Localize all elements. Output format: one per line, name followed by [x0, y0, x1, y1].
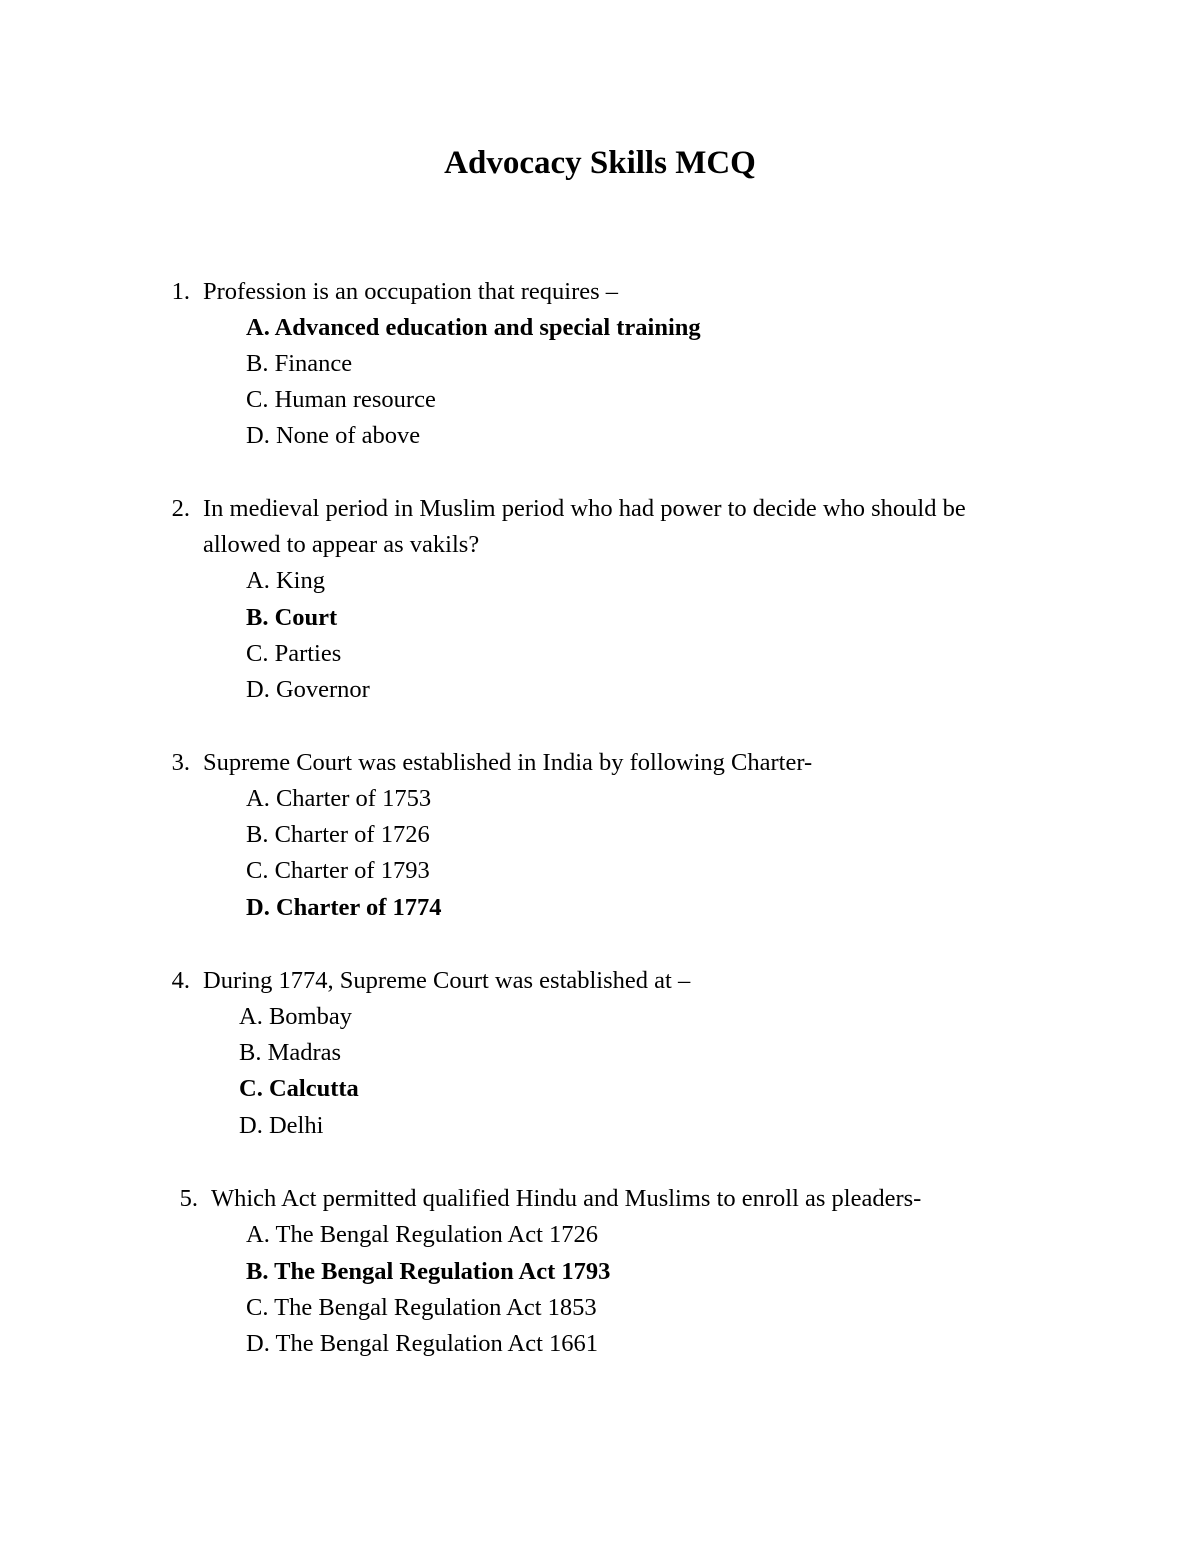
option-c: C. Parties: [246, 640, 342, 667]
page-title: Advocacy Skills MCQ: [444, 145, 756, 181]
question-number: 1.: [171, 278, 190, 305]
question-text-line-2: allowed to appear as vakils?: [203, 531, 480, 558]
question-text: Profession is an occupation that requires –: [203, 278, 619, 305]
question-text: Supreme Court was established in India by following Charter-: [203, 749, 813, 776]
option-b: B. Madras: [239, 1039, 342, 1066]
option-c: C. Human resource: [246, 386, 436, 413]
question-text: During 1774, Supreme Court was established at –: [203, 967, 691, 994]
question-number: 3.: [171, 749, 190, 776]
option-d: D. The Bengal Regulation Act 1661: [246, 1330, 599, 1357]
option-d-correct: D. Charter of 1774: [246, 894, 442, 921]
question-number: 2.: [171, 495, 190, 522]
question-text-line-1: In medieval period in Muslim period who had power to decide who should be: [203, 495, 966, 522]
option-b-correct: B. The Bengal Regulation Act 1793: [246, 1258, 611, 1285]
option-b-correct: B. Court: [246, 604, 338, 631]
option-d: D. Delhi: [239, 1112, 324, 1139]
option-c: C. The Bengal Regulation Act 1853: [246, 1294, 597, 1321]
option-a: A. The Bengal Regulation Act 1726: [246, 1221, 599, 1248]
option-b: B. Finance: [246, 350, 353, 377]
option-a: A. Bombay: [239, 1003, 352, 1030]
option-d: D. None of above: [246, 422, 421, 449]
option-b: B. Charter of 1726: [246, 821, 430, 848]
option-a: A. Charter of 1753: [246, 785, 432, 812]
question-number: 5.: [179, 1185, 198, 1212]
option-a: A. King: [246, 567, 325, 594]
question-text: Which Act permitted qualified Hindu and Muslims to enroll as pleaders-: [211, 1185, 922, 1212]
question-number: 4.: [171, 967, 190, 994]
option-a-correct: A. Advanced education and special training: [246, 314, 701, 341]
option-c: C. Charter of 1793: [246, 857, 430, 884]
option-d: D. Governor: [246, 676, 370, 703]
option-c-correct: C. Calcutta: [239, 1075, 359, 1102]
